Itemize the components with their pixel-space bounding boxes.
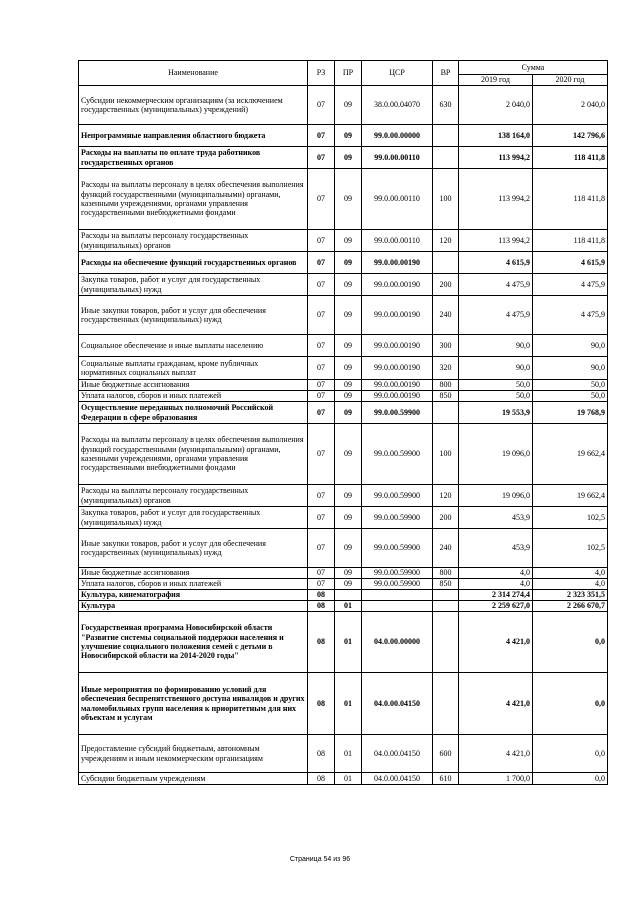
row-vr: 100 (433, 169, 459, 230)
row-sum-2020: 90,0 (533, 335, 608, 357)
row-sum-2020: 102,5 (533, 507, 608, 529)
table-row (79, 424, 608, 485)
row-vr: 800 (433, 568, 459, 579)
row-sum-2019: 50,0 (459, 380, 533, 391)
row-vr: 120 (433, 230, 459, 252)
row-sum-2019: 4,0 (459, 579, 533, 590)
row-rz: 07 (308, 252, 335, 274)
row-csr: 99.0.00.00110 (362, 230, 433, 252)
row-csr: 99.0.00.00190 (362, 252, 433, 274)
row-rz: 07 (308, 568, 335, 579)
row-sum-2019: 19 553,9 (459, 402, 533, 424)
row-sum-2019: 19 096,0 (459, 424, 533, 485)
table-row (79, 673, 608, 735)
row-rz: 07 (308, 391, 335, 402)
row-name: Расходы на выплаты по оплате труда работников государственных органов (79, 147, 308, 169)
row-pr: 09 (335, 147, 362, 169)
row-name: Непрограммные направления областного бюджета (79, 125, 308, 147)
row-sum-2020: 102,5 (533, 529, 608, 568)
table-row (79, 485, 608, 507)
row-rz: 07 (308, 125, 335, 147)
row-sum-2020: 118 411,8 (533, 230, 608, 252)
row-csr (362, 590, 433, 601)
row-vr: 800 (433, 380, 459, 391)
table-row (79, 86, 608, 125)
row-pr: 01 (335, 601, 362, 612)
row-sum-2019: 4 421,0 (459, 735, 533, 773)
header-name: Наименование (79, 61, 308, 86)
row-pr: 09 (335, 424, 362, 485)
row-vr (433, 612, 459, 673)
row-sum-2020: 19 662,4 (533, 485, 608, 507)
header-pr: ПР (335, 61, 362, 86)
table-row (79, 169, 608, 230)
row-sum-2019: 2 259 627,0 (459, 601, 533, 612)
table-row (79, 735, 608, 773)
row-rz: 07 (308, 507, 335, 529)
row-rz: 07 (308, 485, 335, 507)
row-name: Культура (79, 601, 308, 612)
row-sum-2020: 50,0 (533, 391, 608, 402)
row-csr: 99.0.00.00190 (362, 296, 433, 335)
row-sum-2020: 0,0 (533, 673, 608, 735)
row-pr: 09 (335, 391, 362, 402)
row-pr: 01 (335, 673, 362, 735)
row-rz: 07 (308, 86, 335, 125)
header-vr: ВР (433, 61, 459, 86)
row-csr: 99.0.00.00190 (362, 274, 433, 296)
row-name: Иные бюджетные ассигнования (79, 568, 308, 579)
row-csr: 99.0.00.00000 (362, 125, 433, 147)
row-sum-2019: 4 475,9 (459, 296, 533, 335)
row-pr: 09 (335, 335, 362, 357)
row-rz: 07 (308, 296, 335, 335)
row-csr: 04.0.00.00000 (362, 612, 433, 673)
row-vr (433, 125, 459, 147)
row-csr: 99.0.00.59900 (362, 507, 433, 529)
table-row (79, 357, 608, 380)
row-sum-2019: 4 615,9 (459, 252, 533, 274)
row-csr: 99.0.00.00110 (362, 169, 433, 230)
row-csr: 04.0.00.04150 (362, 735, 433, 773)
row-vr: 600 (433, 735, 459, 773)
row-sum-2019: 113 994,2 (459, 147, 533, 169)
row-rz: 07 (308, 402, 335, 424)
row-pr: 01 (335, 735, 362, 773)
row-pr: 09 (335, 507, 362, 529)
row-vr: 850 (433, 579, 459, 590)
row-sum-2020: 19 662,4 (533, 424, 608, 485)
row-sum-2019: 113 994,2 (459, 169, 533, 230)
table-row (79, 335, 608, 357)
row-name: Государственная программа Новосибирской области "Развитие системы социальной поддержки населения и улучшение социального положения семей с детьми в Новосибирской области на 2014-2020 годы" (79, 612, 308, 673)
row-csr: 04.0.00.04150 (362, 773, 433, 785)
row-pr: 09 (335, 568, 362, 579)
row-sum-2020: 19 768,9 (533, 402, 608, 424)
row-name: Иные закупки товаров, работ и услуг для обеспечения государственных (муниципальных) нужд (79, 529, 308, 568)
row-vr: 200 (433, 507, 459, 529)
row-csr: 99.0.00.00110 (362, 147, 433, 169)
row-pr: 09 (335, 230, 362, 252)
row-name: Расходы на выплаты персоналу в целях обеспечения выполнения функций государственными (муниципальными) органами, казенными учреждениями, органами управления государственными внебюджетными фондами (79, 169, 308, 230)
row-sum-2020: 90,0 (533, 357, 608, 380)
row-pr: 09 (335, 402, 362, 424)
row-name: Осуществление переданных полномочий Российской Федерации в сфере образования (79, 402, 308, 424)
row-sum-2019: 4 421,0 (459, 612, 533, 673)
row-csr: 99.0.00.00190 (362, 335, 433, 357)
table-row (79, 147, 608, 169)
row-name: Расходы на выплаты персоналу государственных (муниципальных) органов (79, 485, 308, 507)
row-csr: 99.0.00.59900 (362, 579, 433, 590)
row-sum-2019: 113 994,2 (459, 230, 533, 252)
table-row (79, 296, 608, 335)
row-csr: 99.0.00.59900 (362, 529, 433, 568)
row-pr: 09 (335, 485, 362, 507)
row-name: Иные бюджетные ассигнования (79, 380, 308, 391)
row-vr: 120 (433, 485, 459, 507)
row-csr: 99.0.00.00190 (362, 357, 433, 380)
row-vr: 610 (433, 773, 459, 785)
table-row (79, 612, 608, 673)
row-pr: 09 (335, 529, 362, 568)
row-name: Социальные выплаты гражданам, кроме публичных нормативных социальных выплат (79, 357, 308, 380)
row-name: Культура, кинематография (79, 590, 308, 601)
row-sum-2020: 4,0 (533, 579, 608, 590)
table-row (79, 125, 608, 147)
row-rz: 08 (308, 773, 335, 785)
row-rz: 07 (308, 380, 335, 391)
row-rz: 07 (308, 274, 335, 296)
row-vr: 630 (433, 86, 459, 125)
table-row (79, 579, 608, 590)
row-pr: 09 (335, 380, 362, 391)
row-sum-2019: 90,0 (459, 357, 533, 380)
row-csr: 99.0.00.00190 (362, 391, 433, 402)
row-rz: 08 (308, 673, 335, 735)
row-sum-2019: 50,0 (459, 391, 533, 402)
row-pr: 09 (335, 252, 362, 274)
row-sum-2019: 453,9 (459, 529, 533, 568)
table-row (79, 380, 608, 391)
row-name: Субсидии бюджетным учреждениям (79, 773, 308, 785)
row-vr (433, 252, 459, 274)
row-name: Расходы на выплаты персоналу государственных (муниципальных) органов (79, 230, 308, 252)
row-name: Уплата налогов, сборов и иных платежей (79, 391, 308, 402)
row-vr (433, 601, 459, 612)
row-vr: 850 (433, 391, 459, 402)
row-vr: 240 (433, 529, 459, 568)
row-rz: 07 (308, 147, 335, 169)
row-name: Иные закупки товаров, работ и услуг для обеспечения государственных (муниципальных) нужд (79, 296, 308, 335)
table-row (79, 529, 608, 568)
row-name: Предоставление субсидий бюджетным, автономным учреждениям и иным некоммерческим организациям (79, 735, 308, 773)
row-name: Закупка товаров, работ и услуг для государственных (муниципальных) нужд (79, 507, 308, 529)
row-pr: 09 (335, 274, 362, 296)
row-vr (433, 147, 459, 169)
row-pr: 01 (335, 612, 362, 673)
table-row (79, 252, 608, 274)
row-vr (433, 590, 459, 601)
row-name: Закупка товаров, работ и услуг для государственных (муниципальных) нужд (79, 274, 308, 296)
row-vr (433, 402, 459, 424)
row-sum-2020: 50,0 (533, 380, 608, 391)
table-row (79, 391, 608, 402)
row-rz: 07 (308, 357, 335, 380)
row-name: Социальное обеспечение и иные выплаты населению (79, 335, 308, 357)
row-vr: 320 (433, 357, 459, 380)
row-name: Иные мероприятия по формированию условий для обеспечения беспрепятственного доступа инвалидов и других маломобильных групп населения к приоритетным для них объектам и услугам (79, 673, 308, 735)
row-pr: 09 (335, 86, 362, 125)
row-sum-2019: 19 096,0 (459, 485, 533, 507)
table-row (79, 568, 608, 579)
row-sum-2020: 2 040,0 (533, 86, 608, 125)
table-row (79, 402, 608, 424)
row-rz: 07 (308, 169, 335, 230)
page-number: Страница 54 из 96 (289, 856, 351, 863)
row-sum-2019: 4,0 (459, 568, 533, 579)
row-csr: 04.0.00.04150 (362, 673, 433, 735)
row-pr: 09 (335, 169, 362, 230)
budget-table (78, 60, 608, 785)
row-rz: 08 (308, 735, 335, 773)
row-csr: 99.0.00.59900 (362, 402, 433, 424)
row-rz: 07 (308, 579, 335, 590)
header-2019: 2019 год (459, 75, 533, 86)
header-2020: 2020 год (533, 75, 608, 86)
table-row (79, 230, 608, 252)
row-name: Расходы на обеспечение функций государственных органов (79, 252, 308, 274)
table-row (79, 773, 608, 785)
row-sum-2020: 118 411,8 (533, 169, 608, 230)
row-sum-2019: 453,9 (459, 507, 533, 529)
row-vr (433, 673, 459, 735)
row-rz: 07 (308, 529, 335, 568)
row-rz: 07 (308, 230, 335, 252)
row-vr: 240 (433, 296, 459, 335)
row-csr: 99.0.00.59900 (362, 424, 433, 485)
row-rz: 08 (308, 612, 335, 673)
row-sum-2019: 2 314 274,4 (459, 590, 533, 601)
row-sum-2019: 4 421,0 (459, 673, 533, 735)
row-sum-2020: 0,0 (533, 612, 608, 673)
row-pr: 09 (335, 357, 362, 380)
row-sum-2019: 2 040,0 (459, 86, 533, 125)
table-body (79, 86, 608, 785)
row-vr: 300 (433, 335, 459, 357)
table-row (79, 274, 608, 296)
row-sum-2020: 4 475,9 (533, 296, 608, 335)
row-csr: 99.0.00.00190 (362, 380, 433, 391)
row-sum-2020: 118 411,8 (533, 147, 608, 169)
header-csr: ЦСР (362, 61, 433, 86)
row-pr: 09 (335, 579, 362, 590)
row-rz: 08 (308, 601, 335, 612)
row-sum-2019: 138 164,0 (459, 125, 533, 147)
row-sum-2020: 0,0 (533, 735, 608, 773)
row-sum-2020: 4 475,9 (533, 274, 608, 296)
row-rz: 08 (308, 590, 335, 601)
row-csr: 38.0.00.04070 (362, 86, 433, 125)
row-pr: 09 (335, 125, 362, 147)
row-sum-2020: 0,0 (533, 773, 608, 785)
row-name: Уплата налогов, сборов и иных платежей (79, 579, 308, 590)
row-pr (335, 590, 362, 601)
row-name: Субсидии некоммерческим организациям (за исключением государственных (муниципальных) учреждений) (79, 86, 308, 125)
row-sum-2020: 2 323 351,5 (533, 590, 608, 601)
table-row (79, 507, 608, 529)
row-pr: 01 (335, 773, 362, 785)
row-sum-2019: 4 475,9 (459, 274, 533, 296)
row-vr: 200 (433, 274, 459, 296)
row-sum-2020: 2 266 670,7 (533, 601, 608, 612)
row-sum-2019: 1 700,0 (459, 773, 533, 785)
header-rz: РЗ (308, 61, 335, 86)
row-csr (362, 601, 433, 612)
row-sum-2020: 142 796,6 (533, 125, 608, 147)
row-rz: 07 (308, 335, 335, 357)
row-rz: 07 (308, 424, 335, 485)
row-sum-2020: 4 615,9 (533, 252, 608, 274)
row-pr: 09 (335, 296, 362, 335)
row-sum-2020: 4,0 (533, 568, 608, 579)
row-vr: 100 (433, 424, 459, 485)
row-csr: 99.0.00.59900 (362, 485, 433, 507)
table-row (79, 601, 608, 612)
header-sum: Сумма (459, 61, 608, 75)
table-row (79, 590, 608, 601)
row-sum-2019: 90,0 (459, 335, 533, 357)
row-csr: 99.0.00.59900 (362, 568, 433, 579)
row-name: Расходы на выплаты персоналу в целях обеспечения выполнения функций государственными (муниципальными) органами, казенными учреждениями, органами управления государственными внебюджетными фондами (79, 424, 308, 485)
